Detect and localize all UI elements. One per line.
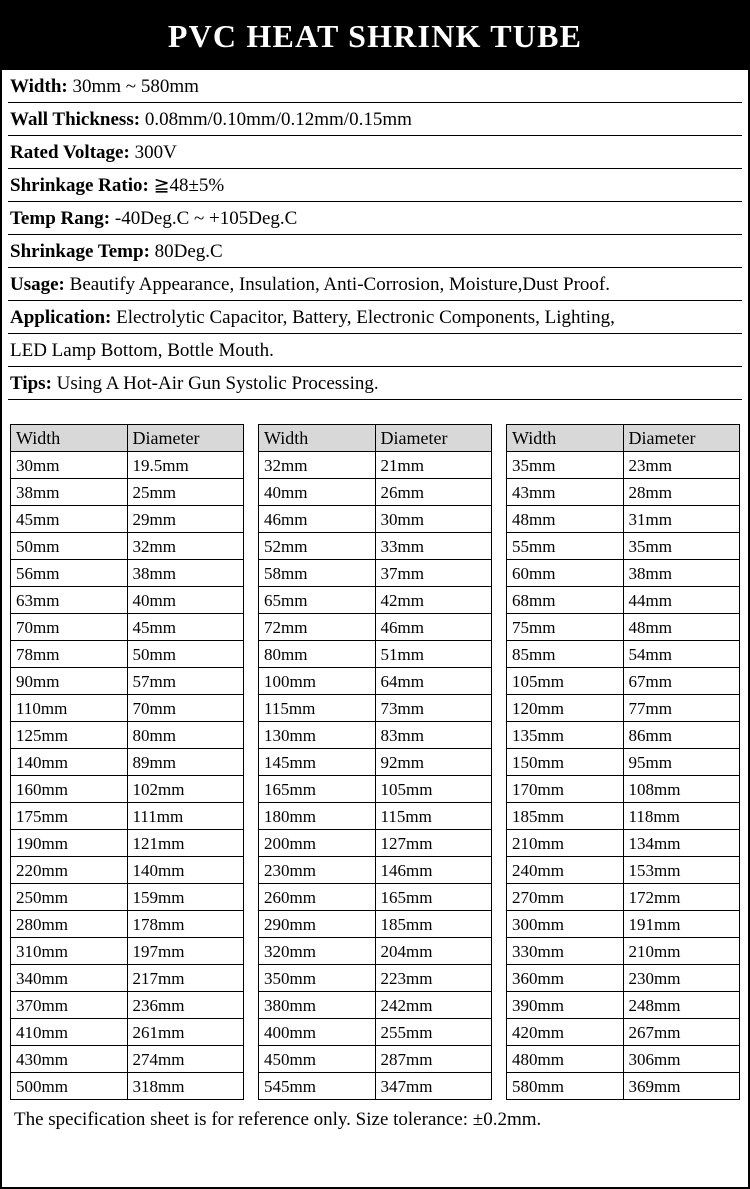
table-row (259, 614, 492, 641)
table-row (11, 479, 244, 506)
cell-diameter: 73mm (375, 695, 492, 722)
table-row (11, 830, 244, 857)
spec-value: 300V (134, 142, 177, 163)
cell-diameter: 127mm (375, 830, 492, 857)
table-row (259, 641, 492, 668)
cell-diameter: 95mm (623, 749, 740, 776)
spec-row-application (8, 301, 742, 334)
spec-label: Rated Voltage: (10, 142, 130, 163)
table-row (507, 884, 740, 911)
cell-width: 115mm (259, 695, 376, 722)
cell-width: 320mm (259, 938, 376, 965)
cell-diameter: 248mm (623, 992, 740, 1019)
cell-width: 390mm (507, 992, 624, 1019)
cell-diameter: 236mm (127, 992, 244, 1019)
cell-diameter: 83mm (375, 722, 492, 749)
cell-width: 145mm (259, 749, 376, 776)
cell-width: 545mm (259, 1073, 376, 1100)
cell-width: 68mm (507, 587, 624, 614)
cell-diameter: 102mm (127, 776, 244, 803)
cell-width: 380mm (259, 992, 376, 1019)
spec-label: Usage: (10, 274, 65, 295)
cell-width: 290mm (259, 911, 376, 938)
table-row (11, 587, 244, 614)
table-row (507, 1019, 740, 1046)
cell-width: 300mm (507, 911, 624, 938)
spec-value: Beautify Appearance, Insulation, Anti-Corrosion, Moisture,Dust Proof. (69, 274, 610, 295)
cell-diameter: 57mm (127, 668, 244, 695)
cell-width: 150mm (507, 749, 624, 776)
table-row (259, 992, 492, 1019)
table-row (507, 830, 740, 857)
size-table-3 (506, 424, 740, 1100)
spec-label: Width: (10, 76, 68, 97)
table-header-row (11, 425, 244, 452)
title-bar (2, 2, 748, 70)
cell-diameter: 140mm (127, 857, 244, 884)
cell-diameter: 111mm (127, 803, 244, 830)
cell-diameter: 31mm (623, 506, 740, 533)
cell-diameter: 44mm (623, 587, 740, 614)
cell-width: 400mm (259, 1019, 376, 1046)
spec-row-wall-thickness (8, 103, 742, 136)
table-row (11, 668, 244, 695)
cell-width: 180mm (259, 803, 376, 830)
cell-diameter: 318mm (127, 1073, 244, 1100)
table-row (259, 1019, 492, 1046)
table-header-row (507, 425, 740, 452)
cell-diameter: 45mm (127, 614, 244, 641)
size-table-2 (258, 424, 492, 1100)
column-header-width: Width (259, 425, 376, 452)
cell-width: 32mm (259, 452, 376, 479)
table-row (259, 722, 492, 749)
cell-diameter: 185mm (375, 911, 492, 938)
table-row (259, 1073, 492, 1100)
table-row (259, 776, 492, 803)
table-row (11, 533, 244, 560)
table-header-row (259, 425, 492, 452)
cell-width: 48mm (507, 506, 624, 533)
cell-diameter: 165mm (375, 884, 492, 911)
spec-label: Temp Rang: (10, 208, 111, 229)
cell-width: 105mm (507, 668, 624, 695)
cell-width: 350mm (259, 965, 376, 992)
table-row (507, 749, 740, 776)
spec-value: ≧48±5% (153, 175, 225, 196)
cell-diameter: 267mm (623, 1019, 740, 1046)
table-row (11, 1019, 244, 1046)
cell-width: 45mm (11, 506, 128, 533)
cell-diameter: 347mm (375, 1073, 492, 1100)
table-row (259, 560, 492, 587)
table-row (507, 992, 740, 1019)
cell-diameter: 54mm (623, 641, 740, 668)
cell-diameter: 306mm (623, 1046, 740, 1073)
spec-value: Using A Hot-Air Gun Systolic Processing. (56, 373, 379, 394)
table-row (11, 560, 244, 587)
cell-width: 250mm (11, 884, 128, 911)
cell-diameter: 242mm (375, 992, 492, 1019)
table-row (507, 614, 740, 641)
table-row (11, 992, 244, 1019)
table-row (259, 749, 492, 776)
table-row (259, 830, 492, 857)
cell-width: 170mm (507, 776, 624, 803)
cell-diameter: 30mm (375, 506, 492, 533)
specifications-list (2, 70, 748, 400)
cell-diameter: 37mm (375, 560, 492, 587)
table-row (11, 749, 244, 776)
cell-diameter: 115mm (375, 803, 492, 830)
table-row (507, 533, 740, 560)
table-row (507, 938, 740, 965)
spec-row-rated-voltage (8, 136, 742, 169)
cell-diameter: 38mm (623, 560, 740, 587)
cell-width: 175mm (11, 803, 128, 830)
cell-width: 70mm (11, 614, 128, 641)
table-row (259, 857, 492, 884)
table-row (507, 803, 740, 830)
cell-diameter: 159mm (127, 884, 244, 911)
cell-diameter: 118mm (623, 803, 740, 830)
table-row (11, 614, 244, 641)
cell-width: 85mm (507, 641, 624, 668)
cell-width: 480mm (507, 1046, 624, 1073)
cell-diameter: 28mm (623, 479, 740, 506)
cell-diameter: 105mm (375, 776, 492, 803)
cell-diameter: 33mm (375, 533, 492, 560)
cell-diameter: 26mm (375, 479, 492, 506)
cell-diameter: 217mm (127, 965, 244, 992)
table-row (507, 1073, 740, 1100)
cell-width: 210mm (507, 830, 624, 857)
table-row (11, 803, 244, 830)
spec-row-shrinkage-ratio (8, 169, 742, 202)
size-tables-container (2, 424, 748, 1100)
cell-width: 35mm (507, 452, 624, 479)
cell-diameter: 191mm (623, 911, 740, 938)
cell-diameter: 67mm (623, 668, 740, 695)
cell-diameter: 42mm (375, 587, 492, 614)
table-row (507, 587, 740, 614)
cell-diameter: 40mm (127, 587, 244, 614)
size-table-1 (10, 424, 244, 1100)
cell-width: 200mm (259, 830, 376, 857)
cell-diameter: 153mm (623, 857, 740, 884)
cell-width: 130mm (259, 722, 376, 749)
cell-width: 370mm (11, 992, 128, 1019)
table-row (259, 587, 492, 614)
cell-width: 120mm (507, 695, 624, 722)
cell-diameter: 230mm (623, 965, 740, 992)
cell-width: 140mm (11, 749, 128, 776)
table-row (259, 533, 492, 560)
cell-diameter: 92mm (375, 749, 492, 776)
cell-width: 310mm (11, 938, 128, 965)
cell-diameter: 51mm (375, 641, 492, 668)
spec-row-usage (8, 268, 742, 301)
page-title: PVC HEAT SHRINK TUBE (167, 17, 583, 54)
cell-diameter: 86mm (623, 722, 740, 749)
table-row (259, 695, 492, 722)
cell-diameter: 172mm (623, 884, 740, 911)
cell-width: 220mm (11, 857, 128, 884)
cell-width: 240mm (507, 857, 624, 884)
cell-width: 100mm (259, 668, 376, 695)
cell-width: 500mm (11, 1073, 128, 1100)
spec-value: 80Deg.C (154, 241, 223, 262)
table-row (507, 1046, 740, 1073)
column-header-width: Width (11, 425, 128, 452)
table-row (259, 938, 492, 965)
table-row (507, 965, 740, 992)
cell-width: 410mm (11, 1019, 128, 1046)
cell-width: 55mm (507, 533, 624, 560)
table-row (11, 965, 244, 992)
footnote: The specification sheet is for reference only. Size tolerance: ±0.2mm. (14, 1109, 542, 1130)
table-row (259, 479, 492, 506)
cell-width: 360mm (507, 965, 624, 992)
table-row (507, 452, 740, 479)
column-header-diameter: Diameter (375, 425, 492, 452)
table-row (11, 911, 244, 938)
cell-diameter: 146mm (375, 857, 492, 884)
cell-width: 72mm (259, 614, 376, 641)
table-row (11, 695, 244, 722)
cell-diameter: 204mm (375, 938, 492, 965)
spec-value: LED Lamp Bottom, Bottle Mouth. (10, 340, 274, 361)
cell-width: 135mm (507, 722, 624, 749)
table-row (259, 803, 492, 830)
cell-width: 185mm (507, 803, 624, 830)
cell-width: 260mm (259, 884, 376, 911)
table-row (11, 1046, 244, 1073)
table-row (259, 1046, 492, 1073)
cell-diameter: 274mm (127, 1046, 244, 1073)
cell-width: 160mm (11, 776, 128, 803)
cell-diameter: 89mm (127, 749, 244, 776)
cell-width: 230mm (259, 857, 376, 884)
cell-width: 30mm (11, 452, 128, 479)
table-row (507, 668, 740, 695)
table-row (11, 884, 244, 911)
table-row (11, 722, 244, 749)
cell-diameter: 121mm (127, 830, 244, 857)
table-row (259, 668, 492, 695)
cell-width: 43mm (507, 479, 624, 506)
cell-diameter: 108mm (623, 776, 740, 803)
spec-row-temp-range (8, 202, 742, 235)
column-header-diameter: Diameter (127, 425, 244, 452)
cell-diameter: 134mm (623, 830, 740, 857)
cell-width: 40mm (259, 479, 376, 506)
spec-row-width (8, 70, 742, 103)
cell-width: 46mm (259, 506, 376, 533)
table-row (507, 722, 740, 749)
cell-diameter: 21mm (375, 452, 492, 479)
table-row (507, 479, 740, 506)
cell-width: 270mm (507, 884, 624, 911)
spec-value: -40Deg.C ~ +105Deg.C (114, 208, 298, 229)
cell-width: 65mm (259, 587, 376, 614)
table-row (11, 776, 244, 803)
table-row (11, 857, 244, 884)
table-row (259, 452, 492, 479)
cell-width: 340mm (11, 965, 128, 992)
spec-row-application-continued (8, 334, 742, 367)
table-row (507, 911, 740, 938)
cell-width: 52mm (259, 533, 376, 560)
cell-width: 580mm (507, 1073, 624, 1100)
cell-width: 60mm (507, 560, 624, 587)
cell-diameter: 64mm (375, 668, 492, 695)
cell-diameter: 32mm (127, 533, 244, 560)
table-row (507, 641, 740, 668)
cell-diameter: 19.5mm (127, 452, 244, 479)
spec-label: Tips: (10, 373, 52, 394)
table-row (11, 641, 244, 668)
table-row (259, 965, 492, 992)
cell-diameter: 46mm (375, 614, 492, 641)
spec-row-tips (8, 367, 742, 400)
table-row (507, 506, 740, 533)
cell-diameter: 38mm (127, 560, 244, 587)
cell-diameter: 70mm (127, 695, 244, 722)
table-row (11, 452, 244, 479)
cell-width: 78mm (11, 641, 128, 668)
cell-diameter: 197mm (127, 938, 244, 965)
table-row (11, 1073, 244, 1100)
cell-diameter: 255mm (375, 1019, 492, 1046)
cell-width: 125mm (11, 722, 128, 749)
table-row (11, 938, 244, 965)
cell-width: 58mm (259, 560, 376, 587)
table-row (259, 506, 492, 533)
cell-diameter: 178mm (127, 911, 244, 938)
spec-row-shrinkage-temp (8, 235, 742, 268)
cell-width: 165mm (259, 776, 376, 803)
spec-label: Shrinkage Temp: (10, 241, 150, 262)
cell-diameter: 210mm (623, 938, 740, 965)
cell-width: 50mm (11, 533, 128, 560)
cell-width: 90mm (11, 668, 128, 695)
cell-diameter: 35mm (623, 533, 740, 560)
cell-diameter: 80mm (127, 722, 244, 749)
column-header-width: Width (507, 425, 624, 452)
cell-diameter: 223mm (375, 965, 492, 992)
cell-diameter: 287mm (375, 1046, 492, 1073)
table-row (11, 506, 244, 533)
spec-value: Electrolytic Capacitor, Battery, Electronic Components, Lighting, (116, 307, 615, 328)
cell-diameter: 29mm (127, 506, 244, 533)
cell-width: 63mm (11, 587, 128, 614)
cell-diameter: 261mm (127, 1019, 244, 1046)
spec-label: Shrinkage Ratio: (10, 175, 149, 196)
cell-width: 56mm (11, 560, 128, 587)
table-row (507, 695, 740, 722)
cell-width: 430mm (11, 1046, 128, 1073)
cell-width: 80mm (259, 641, 376, 668)
column-header-diameter: Diameter (623, 425, 740, 452)
table-row (259, 884, 492, 911)
cell-width: 190mm (11, 830, 128, 857)
cell-width: 450mm (259, 1046, 376, 1073)
cell-diameter: 77mm (623, 695, 740, 722)
cell-diameter: 48mm (623, 614, 740, 641)
cell-width: 420mm (507, 1019, 624, 1046)
cell-width: 110mm (11, 695, 128, 722)
cell-diameter: 23mm (623, 452, 740, 479)
table-row (259, 911, 492, 938)
spec-label: Application: (10, 307, 112, 328)
table-row (507, 776, 740, 803)
table-row (507, 560, 740, 587)
table-row (507, 857, 740, 884)
cell-diameter: 369mm (623, 1073, 740, 1100)
cell-diameter: 50mm (127, 641, 244, 668)
spec-label: Wall Thickness: (10, 109, 141, 130)
spec-value: 0.08mm/0.10mm/0.12mm/0.15mm (144, 109, 412, 130)
cell-width: 280mm (11, 911, 128, 938)
cell-width: 75mm (507, 614, 624, 641)
cell-width: 330mm (507, 938, 624, 965)
cell-diameter: 25mm (127, 479, 244, 506)
spec-value: 30mm ~ 580mm (72, 76, 199, 97)
cell-width: 38mm (11, 479, 128, 506)
